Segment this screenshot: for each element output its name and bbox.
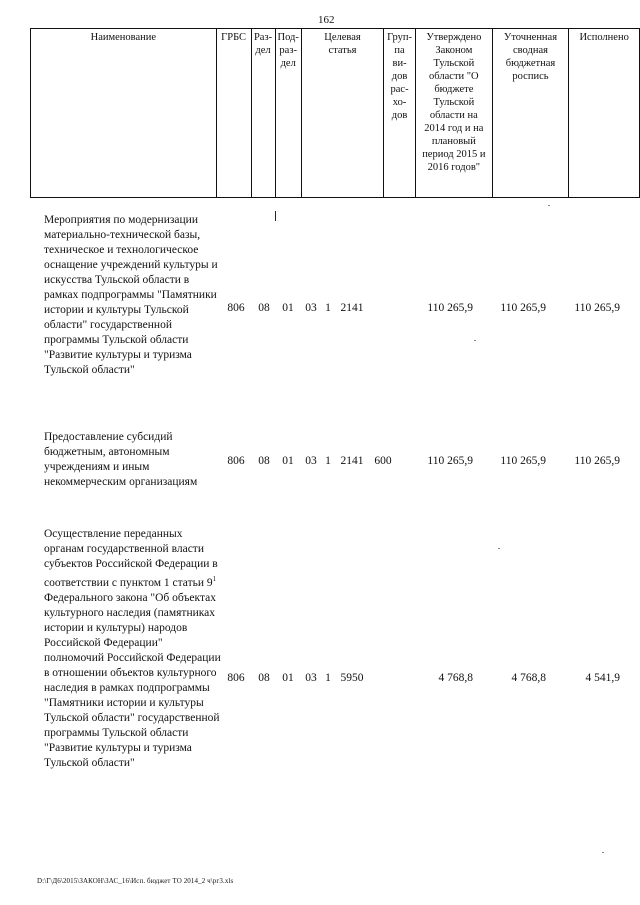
cell-group: 600 [374, 455, 392, 467]
cell-section: 08 [258, 302, 270, 314]
cell-executed: 4 541,9 [585, 672, 620, 684]
header-target: Целевая статья [301, 29, 383, 198]
row-name-part: Федерального закона "Об объектах культурного наследия (памятниках истории и культуры) народов Российской Федерации" полномочий Российской Федерации в отношении объектов культурного наследия в рамках подпрограммы "Памятники истории и культуры Тульской области" государственной программы Тульской области "Развитие культуры и туризма Тульской области" [44, 591, 221, 769]
cell-subsection: 01 [282, 455, 294, 467]
cell-target-subprogram: 1 [325, 672, 331, 684]
scan-mark [275, 211, 276, 221]
row-name [44, 527, 224, 771]
cell-specified: 110 265,9 [500, 302, 546, 314]
cell-target-subprogram: 1 [325, 302, 331, 314]
scan-speck [602, 852, 604, 853]
header-executed: Исполнено [569, 29, 640, 198]
cell-approved: 4 768,8 [438, 672, 473, 684]
scan-speck [498, 548, 500, 549]
cell-grbs: 806 [227, 672, 245, 684]
header-subsection: Под- раз- дел [275, 29, 301, 198]
cell-specified: 110 265,9 [500, 455, 546, 467]
cell-subsection: 01 [282, 302, 294, 314]
file-path-footer: D:\Г\Д6\2015\ЗАКОН\ЗАС_16\Исп. бюджет ТО 2014_2 ч\рг3.xls [37, 877, 234, 885]
header-group: Груп- па ви- дов рас- хо- дов [384, 29, 416, 198]
cell-section: 08 [258, 455, 270, 467]
row-name: Мероприятия по модернизации материально-технической базы, техническое и технологическое оснащение учреждений культуры и искусства Тульской области в рамках подпрограммы "Памятники истории и культуры Тульской области" государственной программы Тульской области "Развитие культуры и туризма Тульской области" [44, 214, 218, 376]
row-name-part: Осуществление переданных органам государственной власти субъектов Российской Федерации в соответствии с пунктом 1 статьи 9 [44, 528, 218, 589]
row-name: Предоставление субсидий бюджетным, автономным учреждениям и иным некоммерческим организациям [44, 431, 198, 488]
header-approved: Утверждено Законом Тульской области "О бюджете Тульской области на 2014 год и на плановый период 2015 и 2016 годов" [416, 29, 493, 198]
page-number: 162 [318, 14, 335, 26]
cell-target-program: 03 [305, 672, 317, 684]
cell-target-program: 03 [305, 302, 317, 314]
cell-target-code: 2141 [340, 455, 364, 467]
cell-grbs: 806 [227, 455, 245, 467]
header-grbs: ГРБС [216, 29, 251, 198]
cell-target-program: 03 [305, 455, 317, 467]
footnote-superscript: 1 [212, 575, 217, 583]
cell-target-code: 5950 [340, 672, 364, 684]
cell-grbs: 806 [227, 302, 245, 314]
cell-approved: 110 265,9 [427, 455, 473, 467]
cell-target-code: 2141 [340, 302, 364, 314]
header-section: Раз- дел [251, 29, 275, 198]
cell-executed: 110 265,9 [574, 455, 620, 467]
scan-speck [474, 340, 476, 341]
cell-specified: 4 768,8 [511, 672, 546, 684]
cell-target-subprogram: 1 [325, 455, 331, 467]
scan-speck [548, 205, 550, 206]
header-specified: Уточненная сводная бюджетная роспись [492, 29, 569, 198]
cell-subsection: 01 [282, 672, 294, 684]
cell-executed: 110 265,9 [574, 302, 620, 314]
header-name: Наименование [31, 29, 217, 198]
cell-approved: 110 265,9 [427, 302, 473, 314]
cell-section: 08 [258, 672, 270, 684]
table-header [30, 28, 640, 198]
